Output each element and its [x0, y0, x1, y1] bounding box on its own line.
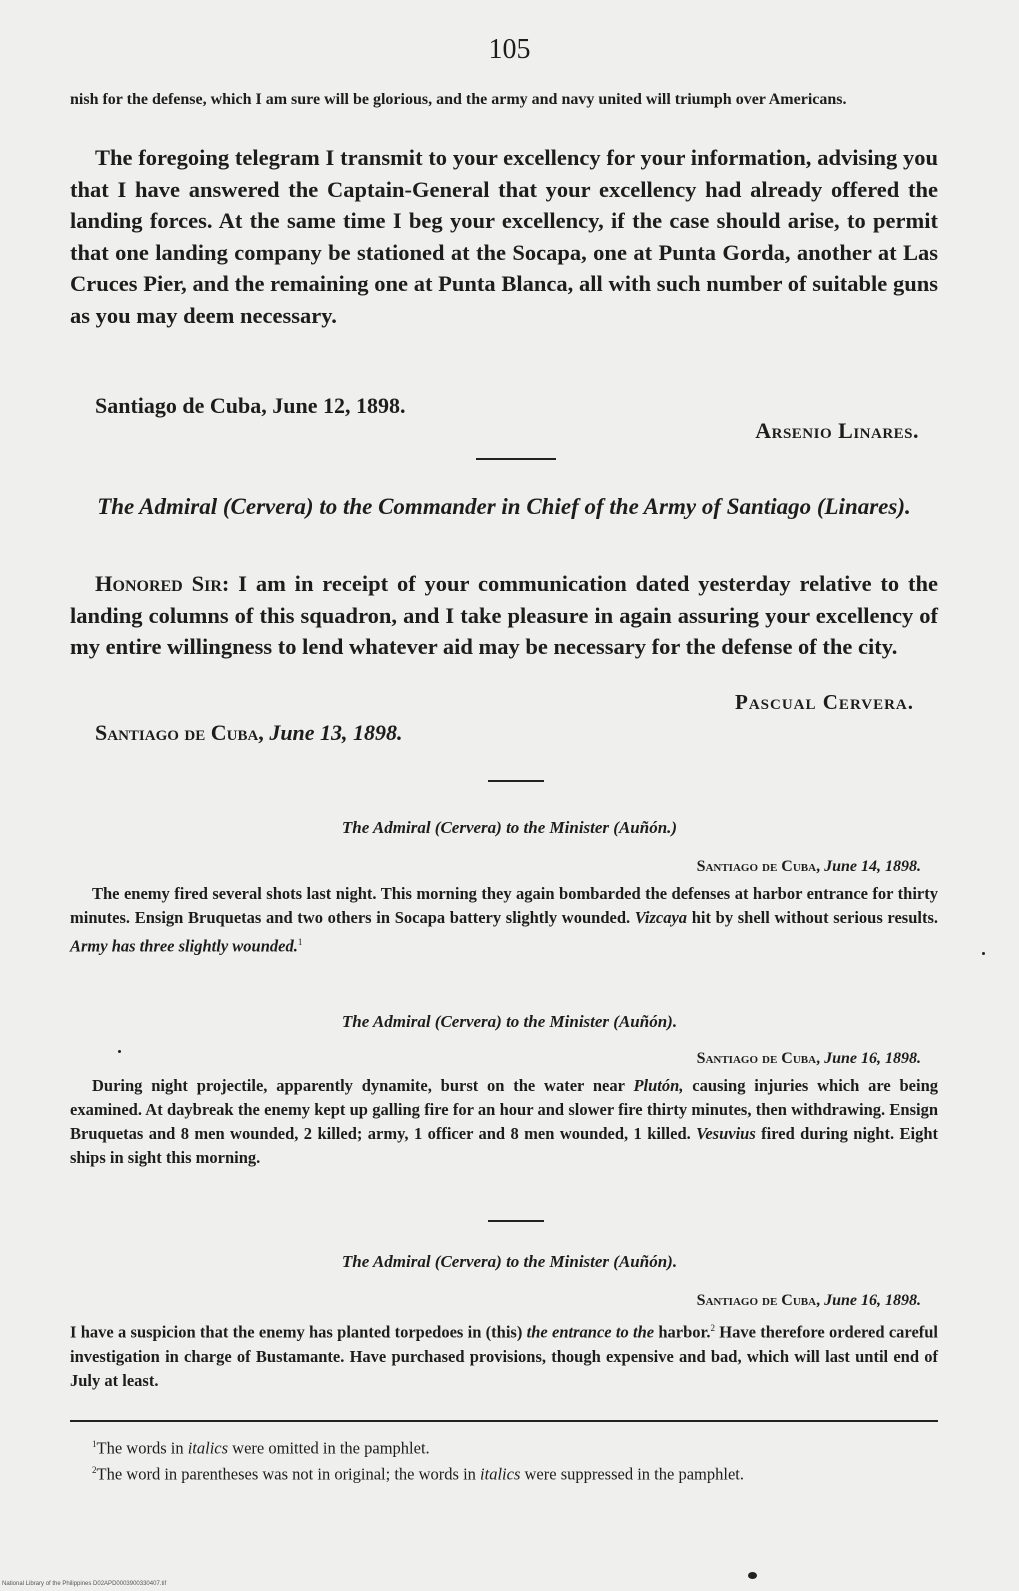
telegram-place: Santiago de Cuba,	[696, 858, 821, 875]
telegram-date: June 16, 1898.	[824, 1292, 921, 1309]
telegram-body	[70, 1074, 938, 1170]
footnote-italic: italics	[480, 1464, 521, 1484]
telegram-text: I have a suspicion that the enemy has planted torpedoes in (this)	[70, 1322, 523, 1342]
telegram-text: causing injuries which are being examined. At daybreak the enemy kept up galling fire for an hour and slower fire thirty minutes, then withdrawing. Ensign Bruquetas and 8 men wounded, 2 killed; army, 1 officer and 8 men wounded, 1 killed.	[70, 1076, 939, 1143]
telegram-text: harbor.	[658, 1322, 711, 1342]
section-divider	[476, 458, 556, 460]
telegram-heading: The Admiral (Cervera) to the Minister (Auñón).	[341, 1012, 678, 1031]
telegram-date: June 16, 1898.	[824, 1050, 921, 1067]
main-paragraph: The foregoing telegram I transmit to your excellency for your information, advising you that I have answered the Captain-General that your excellency had already offered the landing forces. At the same time I beg your excellency, if the case should arise, to permit that one landing company be stationed at the Socapa, one at Punta Gorda, another at Las Cruces Pier, and the remaining one at Punta Blanca, all with such number of suitable guns as you may deem necessary.	[70, 145, 938, 328]
footnote-ref: 1	[297, 937, 303, 947]
ship-name: Plutón,	[633, 1076, 684, 1095]
telegram-dateline	[697, 858, 921, 876]
telegram-place: Santiago de Cuba,	[696, 1292, 821, 1309]
telegram-heading: The Admiral (Cervera) to the Minister (Auñón.)	[341, 818, 678, 837]
telegram-place: Santiago de Cuba,	[696, 1050, 821, 1067]
footnote-text: were suppressed in the pamphlet.	[524, 1464, 744, 1484]
ship-name: Vesuvius	[696, 1124, 756, 1143]
scan-footer: National Library of the Philippines D02APD0003900330407.tif	[2, 1581, 167, 1587]
page-number: 105	[488, 34, 531, 65]
dateline-2-place: Santiago de Cuba,	[95, 720, 264, 745]
scan-speck	[982, 952, 985, 955]
telegram-text: Have therefore ordered careful investigation in charge of Bustamante. Have purchased provisions, though expensive and bad, which will last until end of July at least.	[70, 1322, 939, 1390]
footnote-mark: 2	[92, 1465, 97, 1475]
signature-cervera: Pascual Cervera.	[735, 690, 914, 714]
honored-sir-paragraph	[70, 568, 938, 663]
telegram-body	[70, 1316, 938, 1393]
salutation: Honored Sir:	[95, 571, 230, 596]
telegram-text: hit by shell without serious results.	[691, 908, 938, 927]
ship-name: Vizcaya	[634, 908, 688, 927]
footnote-text: The words in	[96, 1438, 184, 1458]
dateline-2	[95, 720, 403, 746]
telegram-text: The enemy fired several shots last night. This morning they again bombarded the defenses at harbor entrance for thirty minutes. Ensign Bruquetas and two others in Socapa battery slightly wounded.	[70, 884, 938, 927]
scan-speck	[118, 1050, 121, 1053]
telegram-dateline	[697, 1050, 921, 1068]
footnote-2	[70, 1458, 938, 1487]
section-divider	[488, 780, 544, 782]
scan-speck	[748, 1572, 757, 1579]
footnote-1	[70, 1432, 938, 1461]
footnote-mark: 1	[92, 1439, 97, 1449]
dateline-2-date: June 13, 1898.	[269, 720, 403, 745]
section-divider	[488, 1220, 544, 1222]
italic-text: Army has three slightly wounded.	[70, 936, 298, 956]
dateline-1: Santiago de Cuba, June 12, 1898.	[95, 393, 406, 418]
telegram-text: fired during night. Eight ships in sight this morning.	[70, 1124, 938, 1167]
continuation-paragraph: nish for the defense, which I am sure will be glorious, and the army and navy united will triumph over Americans.	[70, 91, 847, 108]
telegram-body	[70, 882, 938, 959]
footnote-italic: italics	[187, 1438, 229, 1458]
italic-text: the entrance to the	[526, 1322, 655, 1342]
footnote-ref: 2	[710, 1323, 715, 1333]
letter-body: I am in receipt of your communication dated yesterday relative to the landing columns of this squadron, and I take pleasure in again assuring your excellency of my entire willingness to lend whatever aid may be necessary for the defense of the city.	[70, 571, 939, 659]
telegram-text: During night projectile, apparently dynamite, burst on the water near	[92, 1076, 625, 1095]
telegram-heading: The Admiral (Cervera) to the Minister (Auñón).	[341, 1252, 678, 1271]
telegram-dateline	[697, 1292, 921, 1310]
footnote-text: were omitted in the pamphlet.	[232, 1438, 430, 1458]
footnote-rule	[70, 1420, 938, 1422]
footnote-text: The word in parentheses was not in original; the words in	[96, 1464, 476, 1484]
telegram-date: June 14, 1898.	[824, 858, 921, 875]
signature-linares: Arsenio Linares.	[755, 418, 919, 443]
letter-heading: The Admiral (Cervera) to the Commander in Chief of the Army of Santiago (Linares).	[97, 494, 911, 519]
